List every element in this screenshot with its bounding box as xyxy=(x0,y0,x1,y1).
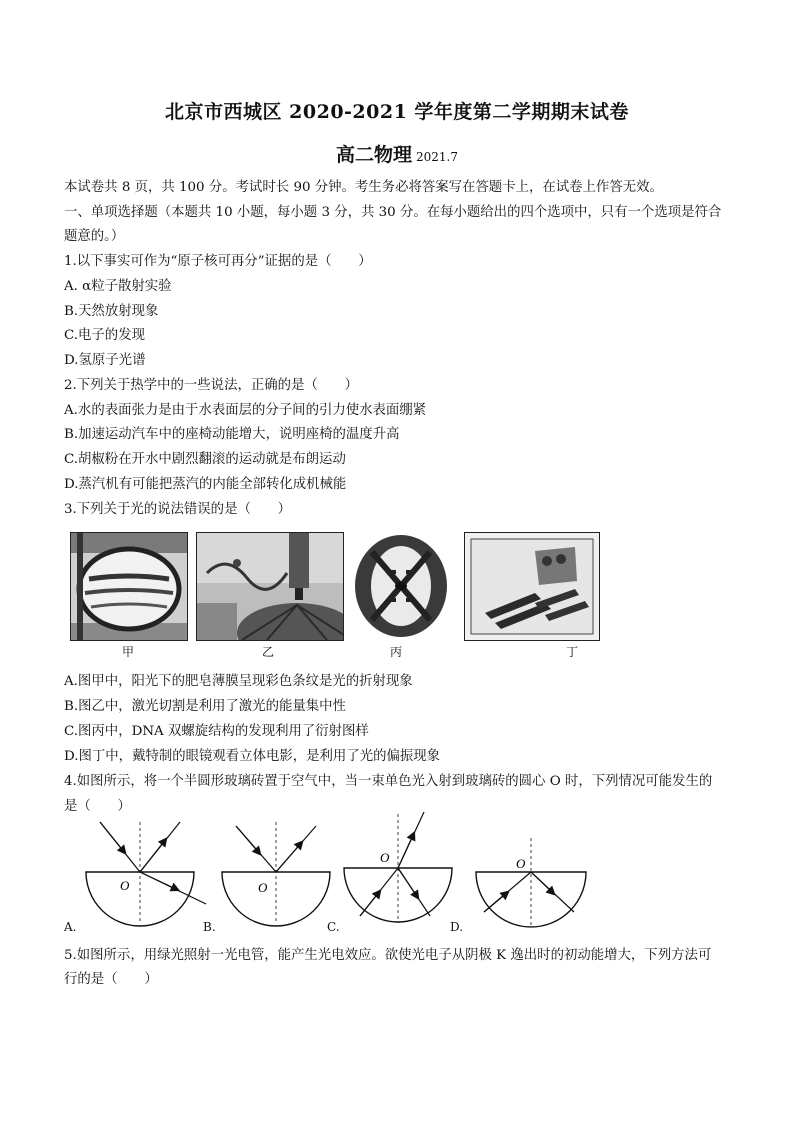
photo-bing-dna-diffraction xyxy=(352,532,450,639)
caption-jia: 甲 xyxy=(122,645,135,659)
photo-yi-laser-cutting xyxy=(196,532,344,641)
caption-ding: 丁 xyxy=(566,645,579,659)
q4-label-a: A. xyxy=(64,920,77,934)
q2-option-d: D.蒸汽机有可能把蒸汽的内能全部转化成机械能 xyxy=(64,477,347,492)
photo-ding-3d-glasses xyxy=(464,532,600,641)
q4-diagram-c xyxy=(340,808,460,937)
q3-option-c: C.图丙中，DNA 双螺旋结构的发现利用了衍射图样 xyxy=(64,724,369,739)
q4-label-c: C. xyxy=(327,920,340,934)
caption-yi: 乙 xyxy=(262,645,275,659)
q3-stem: 3.下列关于光的说法错误的是（ ） xyxy=(64,502,292,517)
exam-subtitle xyxy=(0,140,794,167)
section-heading-line-1: 一、单项选择题（本题共 10 小题，每小题 3 分，共 30 分。在每小题给出的四个选项中，只有一个选项是符合 xyxy=(64,205,722,220)
photo-jia-soap-film xyxy=(70,532,188,641)
q2-option-c: C.胡椒粉在开水中剧烈翻滚的运动就是布朗运动 xyxy=(64,452,346,467)
q4-stem-line-2: 是（ ） xyxy=(64,799,131,814)
q4-diagram-d xyxy=(470,808,594,933)
intro-text: 本试卷共 8 页，共 100 分。考试时长 90 分钟。考生务必将答案写在答题卡上，在试卷上作答无效。 xyxy=(64,180,663,195)
exam-date: 2021.7 xyxy=(416,150,458,164)
q3-option-b: B.图乙中，激光切割是利用了激光的能量集中性 xyxy=(64,699,346,714)
q4-label-d: D. xyxy=(450,920,464,934)
q3-option-a: A.图甲中，阳光下的肥皂薄膜呈现彩色条纹是光的折射现象 xyxy=(64,674,413,689)
exam-title: 北京市西城区 2020-2021 学年度第二学期期末试卷 xyxy=(165,101,629,123)
q5-stem-line-2: 行的是（ ） xyxy=(64,972,158,987)
q4-diagram-a-center-label: O xyxy=(120,878,130,893)
q1-option-a: A. α粒子散射实验 xyxy=(64,279,172,294)
q2-stem: 2.下列关于热学中的一些说法，正确的是（ ） xyxy=(64,378,358,393)
caption-bing: 丙 xyxy=(390,645,403,659)
q4-diagram-b xyxy=(218,812,338,937)
q1-stem: 1.以下事实可作为“原子核可再分”证据的是（ ） xyxy=(64,254,372,269)
section-heading-line-2: 题意的。） xyxy=(64,229,125,244)
q1-option-b: B.天然放射现象 xyxy=(64,304,159,319)
q5-stem-line-1: 5.如图所示，用绿光照射一光电管，能产生光电效应。欲使光电子从阴极 K 逸出时的初动能增大，下列方法可 xyxy=(64,948,712,963)
q1-option-d: D.氢原子光谱 xyxy=(64,353,146,368)
q3-option-d: D.图丁中，戴特制的眼镜观看立体电影，是利用了光的偏振现象 xyxy=(64,749,441,764)
q4-stem-line-1: 4.如图所示，将一个半圆形玻璃砖置于空气中，当一束单色光入射到玻璃砖的圆心 O 时，下列情况可能发生的 xyxy=(64,774,713,789)
subject-label: 高二物理 xyxy=(335,144,412,166)
q4-label-b: B. xyxy=(203,920,216,934)
q2-option-a: A.水的表面张力是由于水表面层的分子间的引力使水表面绷紧 xyxy=(64,403,427,418)
q4-diagram-b-center-label: O xyxy=(258,880,268,895)
q4-diagram-d-center-label: O xyxy=(516,856,526,871)
q2-option-b: B.加速运动汽车中的座椅动能增大，说明座椅的温度升高 xyxy=(64,427,400,442)
q1-option-c: C.电子的发现 xyxy=(64,328,145,343)
q4-diagram-c-center-label: O xyxy=(380,850,390,865)
q4-diagram-a xyxy=(80,812,210,937)
